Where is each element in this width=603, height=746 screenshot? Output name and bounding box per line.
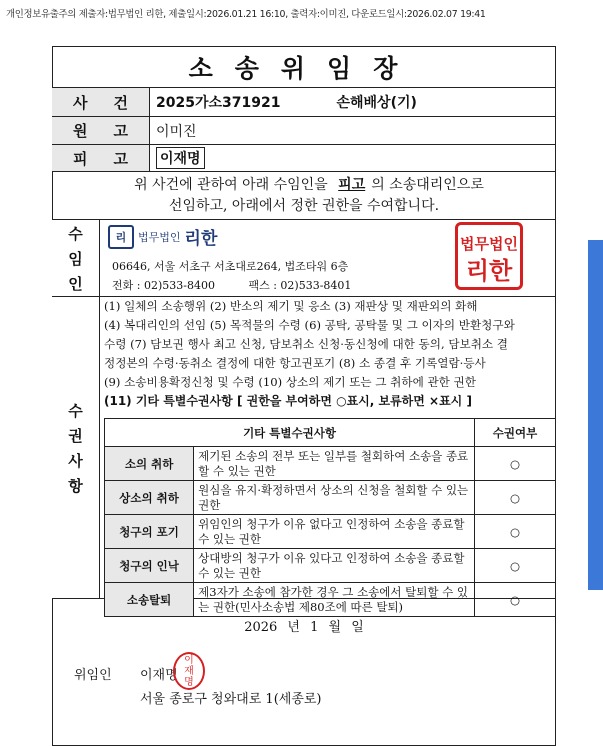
rights-line: 수령 (7) 담보권 행사 최고 신청, 담보취소 신청·동신청에 대한 동의, 담보취소 결 [104,337,509,351]
rights-label [52,297,100,598]
statement-line1 [52,175,556,196]
right-desc: 제기된 소송의 전부 또는 일부를 철회하여 소송을 종료할 수 있는 권한 [194,447,475,481]
defendant-name [156,145,205,171]
firm-contact [112,277,351,293]
right-mark: ○ [475,549,556,583]
document-date: 2026 년 1 월 일 [244,620,364,635]
law-firm-seal [455,222,523,290]
svg-text:법무법인: 법무법인 [460,235,518,253]
attorney-label-char: 수 [68,224,83,243]
signer-name: 이재명 [140,668,178,683]
case-value [156,88,417,116]
law-firm-seal-icon [458,225,520,287]
right-desc: 상대방의 청구가 이유 있다고 인정하여 소송을 종료할 수 있는 권한 [194,549,475,583]
plaintiff-label: 원고 [52,117,150,144]
signer-label: 위임인 [74,668,112,683]
rights-label-char: 권 [68,426,83,445]
attorney-label [52,220,100,296]
attorney-label-char: 임 [68,249,83,268]
right-name: 소송탈퇴 [105,583,194,617]
special-rights-line: (11) 기타 특별수권사항 [ 권한을 부여하면 ○표시, 보류하면 ×표시 ] [104,394,472,408]
document-header-line: 개인정보유출주의 제출자:법무법인 리한, 제출일시:2026.01.21 16:10, 출력자:이미진, 다운로드일시:2026.02.07 19:41 [6,9,486,20]
statement-line2: 선임하고, 아래에서 정한 권한을 수여합니다. [168,198,440,214]
rights-label-char: 사 [68,451,83,470]
firm-logo [108,224,217,249]
statement-text [52,175,556,217]
right-mark: ○ [475,481,556,515]
svg-text:리한: 리한 [465,257,513,285]
statement-pre: 위 사건에 관하여 아래 수임인을 [134,177,328,193]
rights-label-char: 수 [68,401,83,420]
right-desc: 위임인의 청구가 이유 없다고 인정하여 소송을 종료할 수 있는 권한 [194,515,475,549]
case-name: 손해배상(기) [336,95,417,111]
firm-logo-icon: 리 [108,225,134,249]
right-mark: ○ [475,583,556,617]
rights-line: (9) 소송비용확정신청 및 수령 (10) 상소의 제기 또는 그 취하에 관한 권한 [104,375,476,389]
signer-seal-char: 명 [184,676,194,688]
right-name: 청구의 포기 [105,515,194,549]
right-name: 청구의 인낙 [105,549,194,583]
rights-label-char: 항 [68,476,83,495]
firm-address: 06646, 서울 서초구 서초대로264, 법조타워 6층 [112,260,349,273]
rights-line: (1) 일체의 소송행위 (2) 반소의 제기 및 응소 (3) 재판상 및 재판외의 화해 [104,299,478,313]
signer-seal-char: 이 [184,654,194,666]
firm-phone: 전화 : 02)533-8400 [112,279,215,292]
right-name: 소의 취하 [105,447,194,481]
table-row [105,447,556,481]
firm-fax: 팩스 : 02)533-8401 [248,279,352,292]
table-row [105,549,556,583]
defendant-label: 피고 [52,145,150,171]
rights-line: 정정본의 수령·동취소 결정에 대한 항고권포기 (8) 소 종결 후 기록열람·등사 [104,356,486,370]
right-mark: ○ [475,515,556,549]
case-row [52,88,556,117]
plaintiff-name: 이미진 [156,123,197,140]
rights-list [104,297,554,411]
signer-address: 서울 종로구 청와대로 1(세종로) [140,692,322,707]
table-row [105,515,556,549]
right-desc: 제3자가 소송에 참가한 경우 그 소송에서 탈퇴할 수 있는 권한(민사소송법 제80조에 따른 탈퇴) [194,583,475,617]
right-name: 상소의 취하 [105,481,194,515]
special-rights-header-name: 기타 특별수권사항 [105,419,475,447]
case-label: 사건 [52,88,150,116]
firm-name: 리한 [184,229,218,249]
special-rights-table [104,418,556,617]
case-number: 2025가소371921 [156,95,281,111]
statement-post: 의 소송대리인으로 [371,177,484,193]
firm-small-label: 법무법인 [138,230,181,244]
defendant-name-text: 이재명 [156,147,205,169]
signer-seal [173,652,205,690]
right-desc: 원심을 유지·확정하면서 상소의 신청을 철회할 수 있는 권한 [194,481,475,515]
right-mark: ○ [475,447,556,481]
attorney-label-char: 인 [68,274,83,293]
special-rights-header [105,419,556,447]
statement-row [52,172,556,220]
table-row [105,583,556,617]
signer-seal-char: 재 [184,665,194,677]
defendant-row [52,145,556,172]
document-title: 소송위임장 [52,46,556,88]
plaintiff-row [52,117,556,145]
viewer-scrollbar[interactable] [588,240,603,590]
special-rights-header-status: 수권여부 [475,419,556,447]
table-row [105,481,556,515]
rights-line: (4) 복대리인의 선임 (5) 목적물의 수령 (6) 공탁, 공탁물 및 그 이자의 반환청구와 [104,318,515,332]
statement-party: 피고 [338,177,366,193]
